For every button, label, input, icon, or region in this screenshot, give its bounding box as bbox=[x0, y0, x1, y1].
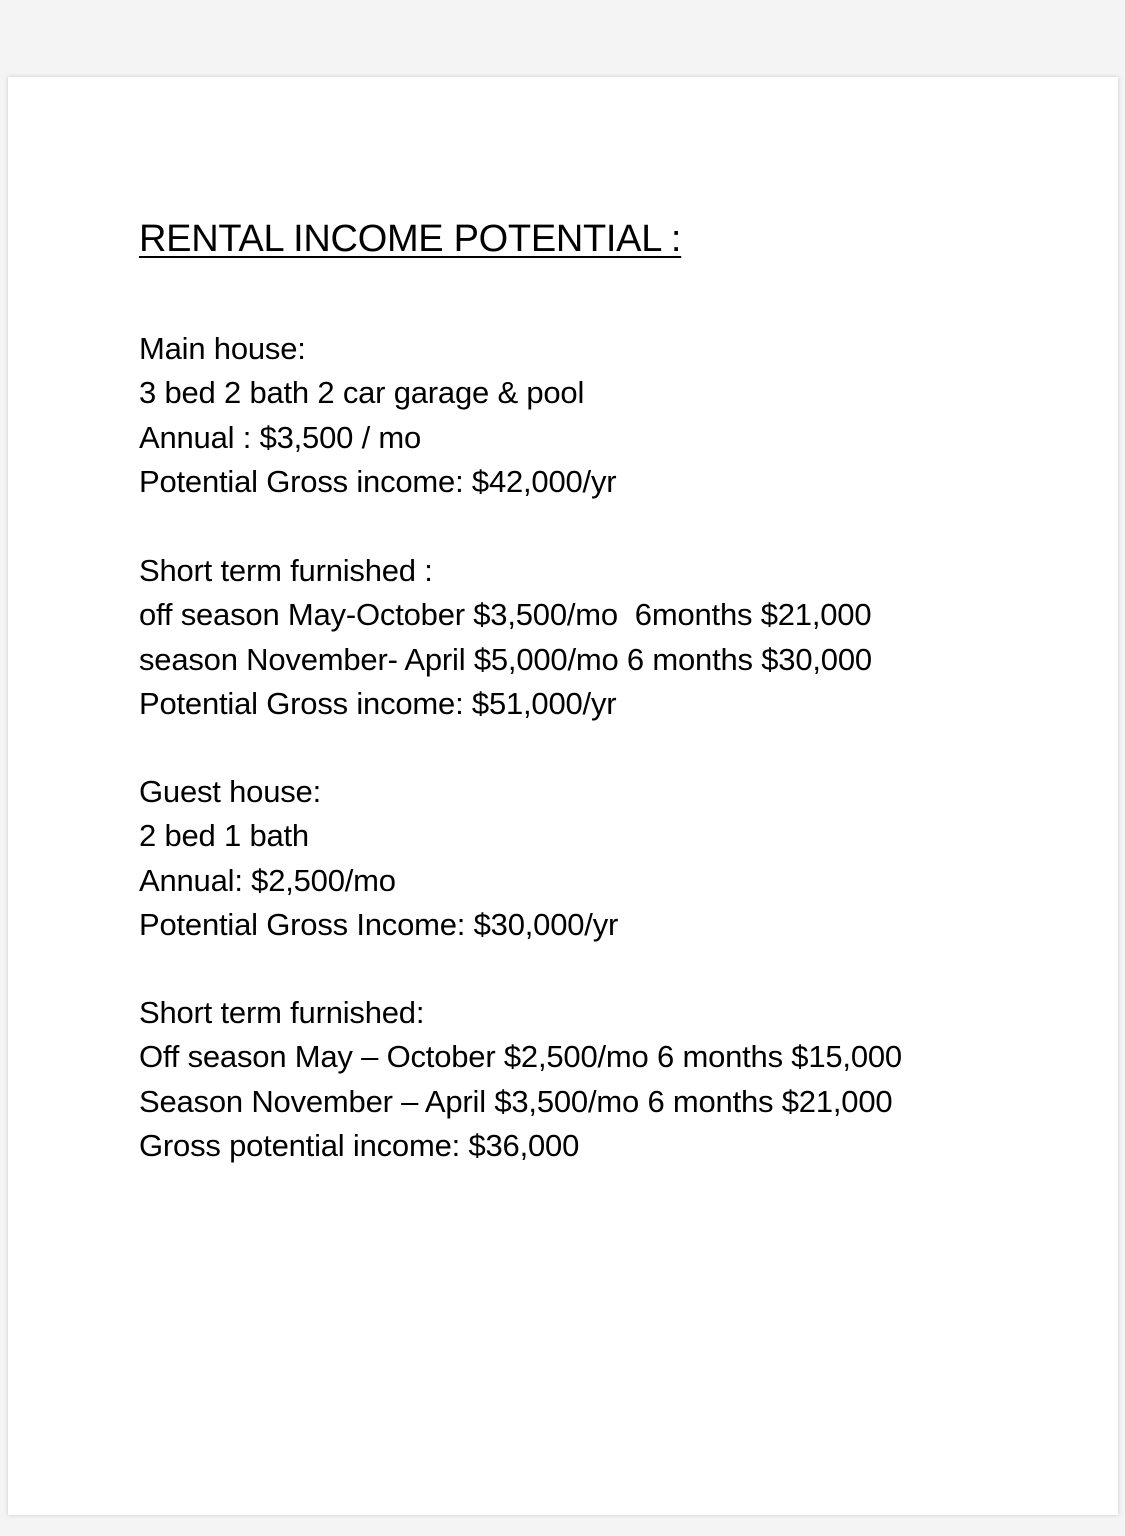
section-line: 2 bed 1 bath bbox=[139, 818, 309, 854]
section-heading: Guest house: bbox=[139, 774, 321, 809]
section-line: Annual : $3,500 / mo bbox=[139, 419, 422, 455]
section-line: 3 bed 2 bath 2 car garage & pool bbox=[139, 375, 585, 411]
section-heading: Main house: bbox=[139, 331, 306, 366]
section-line: Potential Gross Income: $30,000/yr bbox=[139, 906, 619, 942]
main-house-section bbox=[139, 327, 616, 504]
main-house-short-term-section bbox=[139, 549, 872, 726]
section-heading: Short term furnished: bbox=[139, 995, 425, 1030]
section-line: off season May-October $3,500/mo 6months $21,000 bbox=[139, 597, 872, 633]
guest-house-section bbox=[139, 770, 618, 947]
section-heading: Short term furnished : bbox=[139, 553, 433, 588]
section-line: Potential Gross income: $42,000/yr bbox=[139, 463, 617, 499]
section-line: season November- April $5,000/mo 6 months $30,000 bbox=[139, 641, 872, 677]
section-line: Season November – April $3,500/mo 6 months $21,000 bbox=[139, 1083, 893, 1119]
document-title: RENTAL INCOME POTENTIAL : bbox=[139, 218, 682, 260]
section-line: Potential Gross income: $51,000/yr bbox=[139, 685, 617, 721]
section-line: Annual: $2,500/mo bbox=[139, 862, 396, 898]
document-page bbox=[8, 77, 1118, 1515]
section-line: Off season May – October $2,500/mo 6 months $15,000 bbox=[139, 1039, 902, 1075]
section-line: Gross potential income: $36,000 bbox=[139, 1127, 580, 1163]
guest-house-short-term-section bbox=[139, 991, 902, 1168]
